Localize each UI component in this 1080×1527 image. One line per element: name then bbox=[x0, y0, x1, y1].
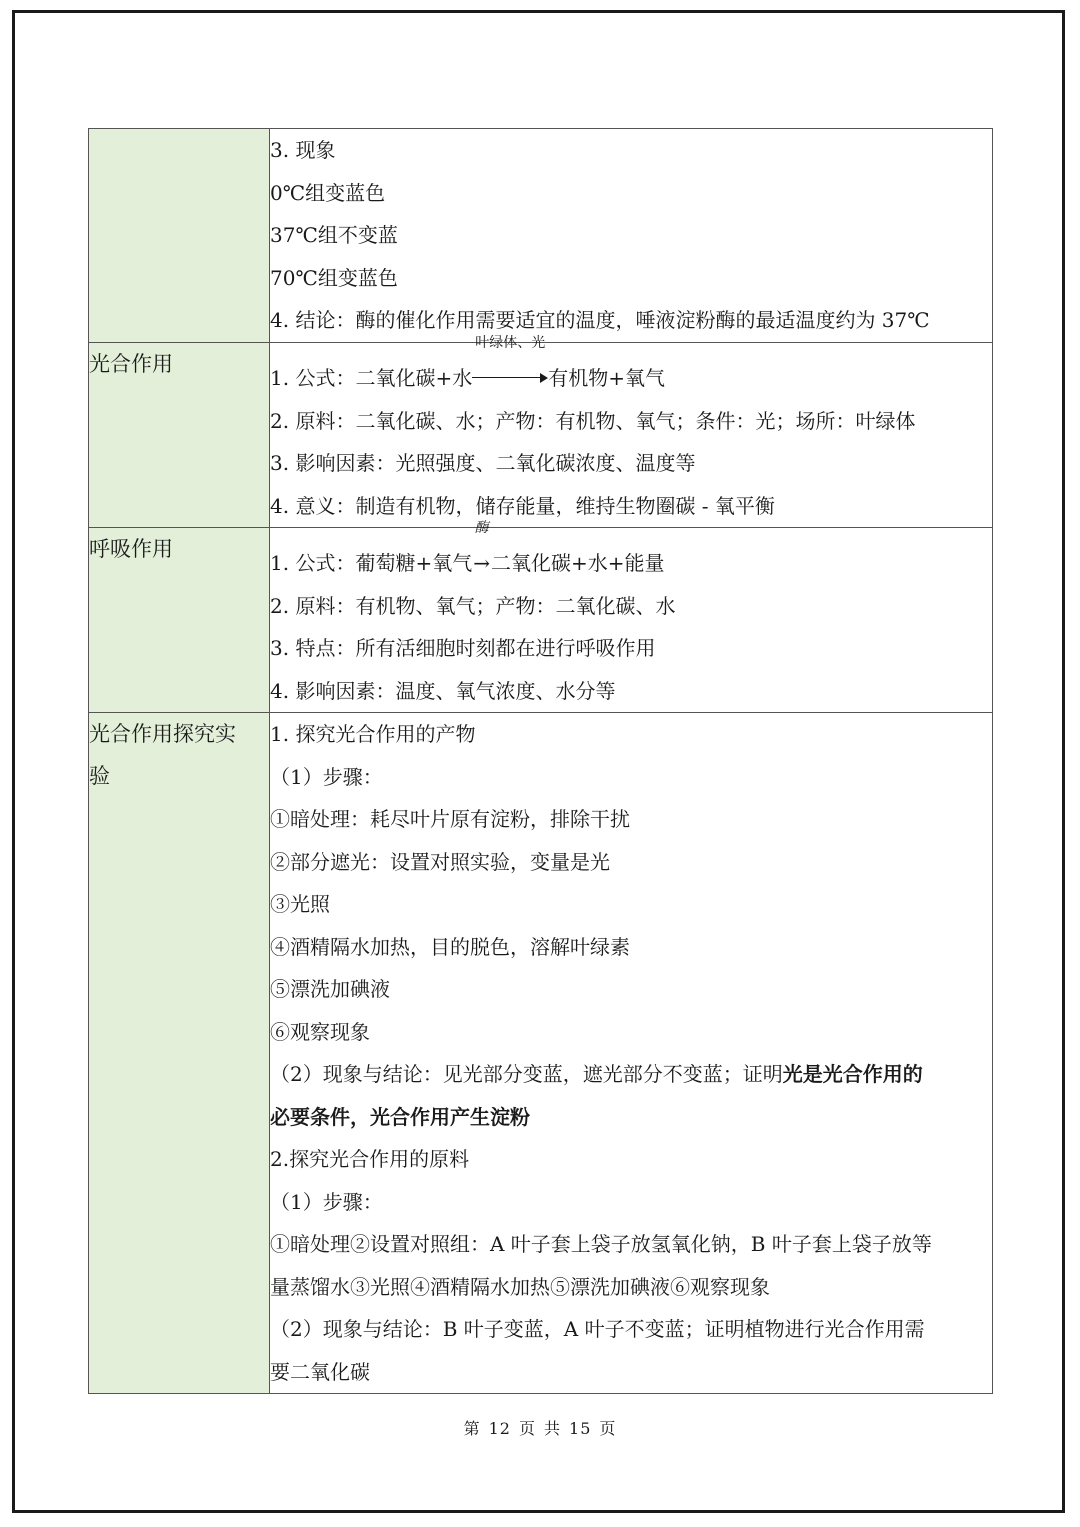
footer-word: 共 bbox=[544, 1419, 562, 1438]
content-line: ⑤漂洗加碘液 bbox=[270, 977, 390, 1001]
content-line: 4. 意义：制造有机物，储存能量，维持生物圈碳 - 氧平衡 bbox=[270, 493, 775, 518]
long-arrow-icon bbox=[472, 373, 548, 383]
table-row bbox=[89, 713, 993, 1394]
formula-condition: 酶 bbox=[474, 520, 489, 536]
content-line: （1）步骤： bbox=[270, 764, 383, 789]
row-label-experiments bbox=[89, 713, 270, 1394]
formula-left: 1. 公式：葡萄糖+氧气 bbox=[270, 551, 473, 575]
formula-right: 有机物+氧气 bbox=[548, 366, 665, 390]
row-content bbox=[270, 129, 993, 343]
conclusion-emphasis-line: 必要条件，光合作用产生淀粉 bbox=[270, 1104, 530, 1129]
content-line: ②部分遮光：设置对照实验，变量是光 bbox=[270, 849, 610, 874]
label-line: 验 bbox=[89, 764, 110, 788]
content-line: 0℃组变蓝色 bbox=[270, 180, 386, 205]
formula-left: 1. 公式：二氧化碳+水 bbox=[270, 366, 473, 390]
content-line: 3. 特点：所有活细胞时刻都在进行呼吸作用 bbox=[270, 636, 656, 660]
total-page-number: 15 bbox=[569, 1419, 592, 1438]
content-line: 4. 影响因素：温度、氧气浓度、水分等 bbox=[270, 678, 616, 703]
content-line: 3. 现象 bbox=[270, 138, 336, 162]
content-line: 1. 探究光合作用的产物 bbox=[270, 722, 476, 746]
footer-word: 页 bbox=[518, 1419, 536, 1438]
row-label-photosynthesis: 光合作用 bbox=[89, 343, 270, 528]
row-content bbox=[270, 335, 993, 528]
content-line: 70℃组变蓝色 bbox=[270, 265, 398, 290]
content-line: 4. 结论：酶的催化作用需要适宜的温度，唾液淀粉酶的最适温度约为 37℃ bbox=[270, 308, 930, 332]
formula-condition: 叶绿体、光 bbox=[475, 335, 546, 351]
table-row bbox=[89, 528, 993, 713]
row-label-empty bbox=[89, 129, 270, 343]
page-number-footer bbox=[0, 1418, 1080, 1440]
row-content bbox=[270, 520, 993, 713]
footer-word: 页 bbox=[599, 1419, 617, 1438]
conclusion-emphasis: 光是光合作用的 bbox=[782, 1062, 923, 1086]
conclusion-text: （2）现象与结论：见光部分变蓝，遮光部分不变蓝；证明 bbox=[270, 1062, 783, 1086]
current-page-number: 12 bbox=[488, 1419, 511, 1438]
formula-right: 二氧化碳+水+能量 bbox=[490, 551, 665, 575]
conclusion-line bbox=[270, 1053, 992, 1096]
content-line: 量蒸馏水③光照④酒精隔水加热⑤漂洗加碘液⑥观察现象 bbox=[270, 1274, 770, 1299]
notes-table bbox=[88, 128, 993, 1394]
content-line: 37℃组不变蓝 bbox=[270, 223, 398, 247]
content-line: ③光照 bbox=[270, 892, 330, 916]
content-line: （1）步骤： bbox=[270, 1189, 383, 1214]
formula-arrow bbox=[472, 520, 491, 585]
footer-word: 第 bbox=[463, 1419, 481, 1438]
content-line: 2. 原料：二氧化碳、水；产物：有机物、氧气；条件：光；场所：叶绿体 bbox=[270, 408, 916, 433]
row-label-respiration: 呼吸作用 bbox=[89, 528, 270, 713]
content-line: ④酒精隔水加热，目的脱色，溶解叶绿素 bbox=[270, 934, 630, 959]
table-row bbox=[89, 129, 993, 343]
respiration-formula bbox=[270, 520, 992, 585]
short-arrow-icon: → bbox=[473, 551, 490, 575]
content-line: 2. 原料：有机物、氧气；产物：二氧化碳、水 bbox=[270, 593, 676, 618]
content-line: ①暗处理：耗尽叶片原有淀粉，排除干扰 bbox=[270, 807, 630, 831]
content-line: 2.探究光合作用的原料 bbox=[270, 1147, 470, 1171]
formula-arrow bbox=[472, 335, 548, 400]
content-line: 3. 影响因素：光照强度、二氧化碳浓度、温度等 bbox=[270, 451, 696, 475]
photosynthesis-formula bbox=[270, 335, 992, 400]
content-line: （2）现象与结论：B 叶子变蓝，A 叶子不变蓝；证明植物进行光合作用需 bbox=[270, 1317, 925, 1341]
label-line: 光合作用探究实 bbox=[89, 722, 236, 746]
content-line: 要二氧化碳 bbox=[270, 1359, 370, 1384]
content-line: ⑥观察现象 bbox=[270, 1019, 370, 1044]
content-line: ①暗处理②设置对照组：A 叶子套上袋子放氢氧化钠，B 叶子套上袋子放等 bbox=[270, 1232, 932, 1256]
table-row bbox=[89, 343, 993, 528]
row-content bbox=[270, 713, 993, 1394]
